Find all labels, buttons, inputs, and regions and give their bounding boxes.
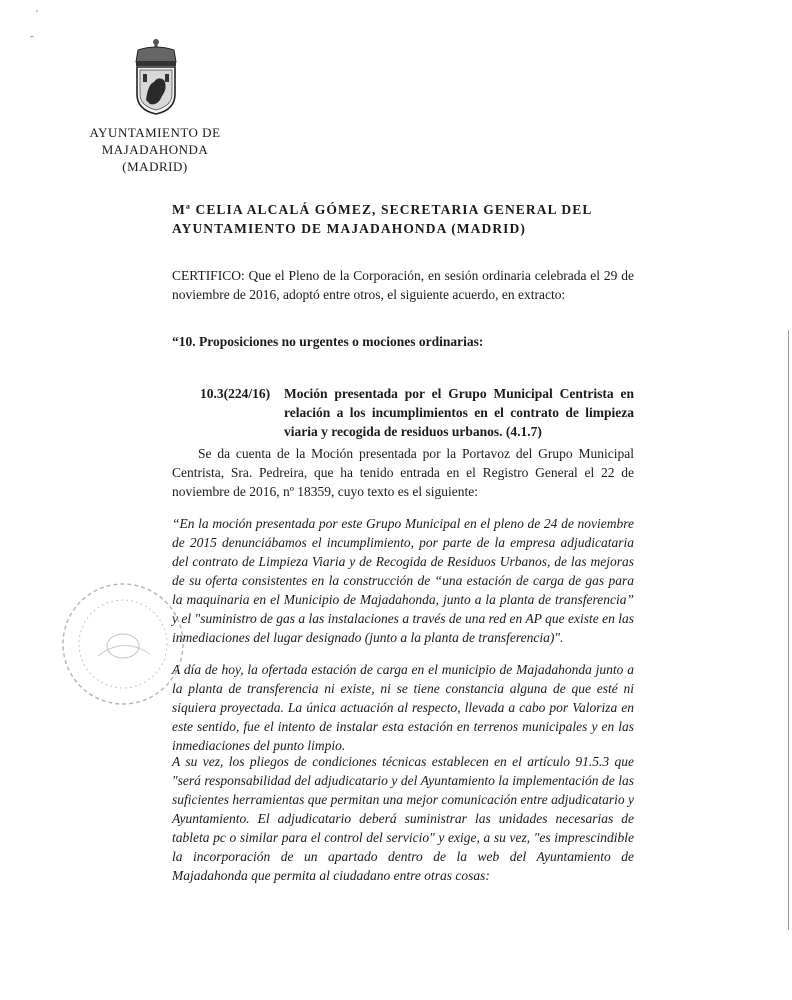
page-edge: [788, 330, 789, 930]
intro-paragraph: Se da cuenta de la Moción presentada por la Portavoz del Grupo Municipal Centrista, Sra. Pedreira, que ha tenido entrada en el Registro General el 22 de noviembre de 2016, nº 18359, cuyo texto es el siguiente:: [172, 446, 634, 499]
header-mark: -: [30, 30, 34, 42]
coat-of-arms-icon: [128, 36, 184, 116]
organization-line: MAJADAHONDA: [101, 142, 209, 157]
document-heading: [172, 200, 640, 238]
header-mark: ': [36, 8, 38, 20]
official-seal-stamp: [58, 574, 188, 714]
heading-line: AYUNTAMIENTO DE MAJADAHONDA (MADRID): [172, 221, 526, 236]
organization-line: AYUNTAMIENTO DE: [89, 125, 221, 140]
certification-paragraph: CERTIFICO: Que el Pleno de la Corporación, en sesión ordinaria celebrada el 29 de noviembre de 2016, adoptó entre otros, el siguiente acuerdo, en extracto:: [172, 268, 634, 302]
quote-paragraph: A día de hoy, la ofertada estación de carga en el municipio de Majadahonda junto a la planta de transferencia ni existe, ni se tiene constancia alguna de que esté ni siquiera proyectada. La única actuación al respecto, llevada a cabo por Valoriza en este sentido, fue el intento de instalar esta estación en terrenos municipales y en las inmediaciones del punto limpio.: [172, 662, 634, 753]
agenda-item-heading: “10. Proposiciones no urgentes o mociones ordinarias:: [172, 334, 484, 349]
motion-number: 10.3(224/16): [200, 386, 271, 401]
motion-title: Moción presentada por el Grupo Municipal Centrista en relación a los incumplimientos en el contrato de limpieza viaria y recogida de residuos urbanos. (4.1.7): [284, 386, 634, 439]
quote-paragraph: A su vez, los pliegos de condiciones técnicas establecen en el artículo 91.5.3 que "será responsabilidad del adjudicatario y del Ayuntamiento la implementación de las suficientes herramientas que permitan una mejor comunicación entre adjudicatario y Ayuntamiento. El adjudicatario deberá suministrar las unidades necesarias de tableta pc o similar para el control del servicio" y exige, a su vez, "es imprescindible la incorporación de un apartado dentro de la web del Ayuntamiento de Majadahonda que permita al ciudadano entre otras cosas:: [172, 754, 634, 883]
quote-paragraph: “En la moción presentada por este Grupo Municipal en el pleno de 24 de noviembre de 2015 denunciábamos el incumplimiento, por parte de la empresa adjudicataria del contrato de Limpieza Viaria y de Recogida de Residuos Urbanos, de las mejoras de su oferta consistentes en la construcción de “una estación de carga de gas para la maquinaria en el Municipio de Majadahonda, junto a la planta de transferencia” y el "suministro de gas a las instalaciones a través de una red en AP que existe en las inmediaciones del lugar designado (junto a la planta de transferencia)".: [172, 516, 634, 645]
heading-line: Mª CELIA ALCALÁ GÓMEZ, SECRETARIA GENERAL DEL: [172, 202, 593, 217]
organization-line: (MADRID): [122, 159, 188, 174]
organization-name: [80, 124, 230, 175]
